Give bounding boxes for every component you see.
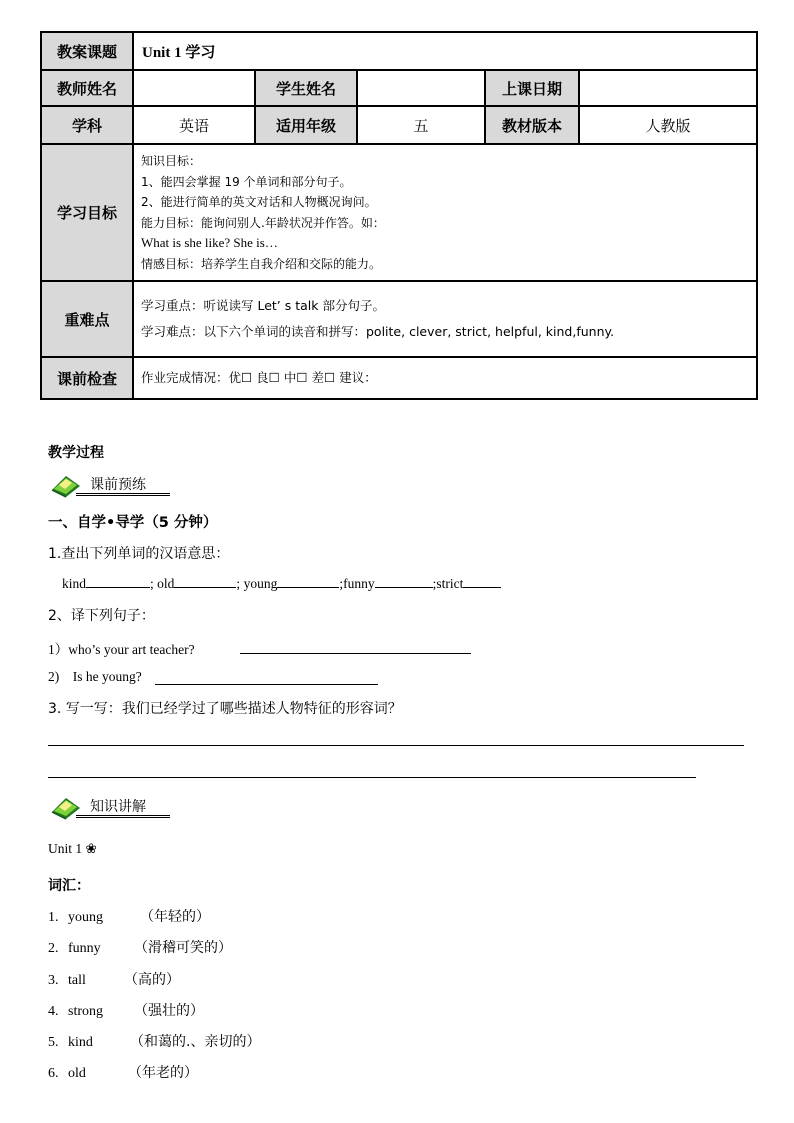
question-1-words: kind ; old ; young ;funny ;strict bbox=[62, 575, 501, 592]
answer-blank[interactable] bbox=[277, 575, 339, 588]
date-label: 上课日期 bbox=[485, 70, 579, 106]
grade-value: 五 bbox=[357, 106, 485, 144]
vocab-item: 6. old （年老的） bbox=[48, 1065, 198, 1081]
answer-blank[interactable] bbox=[463, 575, 501, 588]
subject-label: 学科 bbox=[41, 106, 133, 144]
answer-line[interactable] bbox=[48, 777, 696, 778]
teacher-label: 教师姓名 bbox=[41, 70, 133, 106]
question-2-title: 2、译下列句子： bbox=[48, 608, 155, 624]
question-2-item-2: 2) Is he young? bbox=[48, 669, 142, 684]
word: funny bbox=[343, 576, 375, 591]
difficulty-text: 学习难点：以下六个单词的读音和拼写：polite, clever, strict, helpful, kind,funny. bbox=[141, 324, 615, 339]
student-value bbox=[357, 70, 485, 106]
goals-line: 知识目标： bbox=[141, 154, 202, 168]
section-title: 一、自学•导学（5 分钟） bbox=[48, 515, 218, 531]
question-1-title: 1.查出下列单词的汉语意思： bbox=[48, 546, 230, 562]
grade-label: 适用年级 bbox=[255, 106, 357, 144]
check-text: 作业完成情况：优☐ 良☐ 中☐ 差☐ 建议： bbox=[141, 370, 377, 385]
topic-value: Unit 1 学习 bbox=[133, 32, 757, 70]
focus-text: 学习重点：听说读写 Let’ s talk 部分句子。 bbox=[141, 298, 385, 313]
goals-line: 2、能进行简单的英文对话和人物概况询问。 bbox=[141, 195, 377, 209]
answer-line[interactable] bbox=[240, 653, 471, 654]
question-2-item-1: 1）who’s your art teacher? bbox=[48, 642, 195, 657]
answer-line[interactable] bbox=[155, 684, 378, 685]
banner-title: 课前预练 bbox=[90, 477, 146, 493]
word: young bbox=[243, 576, 278, 591]
goals-line: 情感目标：培养学生自我介绍和交际的能力。 bbox=[141, 256, 382, 271]
process-title: 教学过程 bbox=[48, 445, 104, 461]
goals-line: 能力目标：能询问别人.年龄状况并作答。如： bbox=[141, 215, 385, 230]
difficulty-label: 重难点 bbox=[41, 281, 133, 357]
vocab-title: 词汇： bbox=[48, 878, 90, 894]
banner-title: 知识讲解 bbox=[90, 799, 146, 815]
word: kind bbox=[62, 576, 87, 591]
edition-label: 教材版本 bbox=[485, 106, 579, 144]
answer-line[interactable] bbox=[48, 745, 744, 746]
goals-line: What is she like? She is… bbox=[141, 235, 278, 250]
vocab-item: 3. tall （高的） bbox=[48, 972, 180, 988]
difficulty-content bbox=[133, 281, 757, 357]
subject-value: 英语 bbox=[133, 106, 255, 144]
goals-line: 1、能四会掌握 19 个单词和部分句子。 bbox=[141, 174, 352, 189]
answer-blank[interactable] bbox=[86, 575, 150, 588]
question-3-title: 3. 写一写：我们已经学过了哪些描述人物特征的形容词？ bbox=[48, 701, 402, 717]
section-banner bbox=[50, 792, 170, 820]
vocab-item: 2. funny （滑稽可笑的） bbox=[48, 940, 232, 956]
vocab-item: 4. strong （强壮的） bbox=[48, 1003, 204, 1019]
section-banner bbox=[50, 470, 170, 498]
unit-label: Unit 1 ❀ bbox=[48, 841, 97, 856]
word: old bbox=[157, 576, 175, 591]
vocab-item: 1. young （年轻的） bbox=[48, 909, 210, 925]
teacher-value bbox=[133, 70, 255, 106]
answer-blank[interactable] bbox=[375, 575, 433, 588]
goals-label: 学习目标 bbox=[41, 144, 133, 281]
topic-label: 教案课题 bbox=[41, 32, 133, 70]
word: strict bbox=[436, 576, 464, 591]
check-content bbox=[133, 357, 757, 399]
goals-content bbox=[133, 144, 757, 281]
answer-blank[interactable] bbox=[174, 575, 236, 588]
vocab-item: 5. kind （和蔼的.、亲切的） bbox=[48, 1034, 261, 1050]
edition-value: 人教版 bbox=[579, 106, 757, 144]
student-label: 学生姓名 bbox=[255, 70, 357, 106]
lesson-info-table bbox=[40, 31, 758, 400]
check-label: 课前检查 bbox=[41, 357, 133, 399]
date-value bbox=[579, 70, 757, 106]
